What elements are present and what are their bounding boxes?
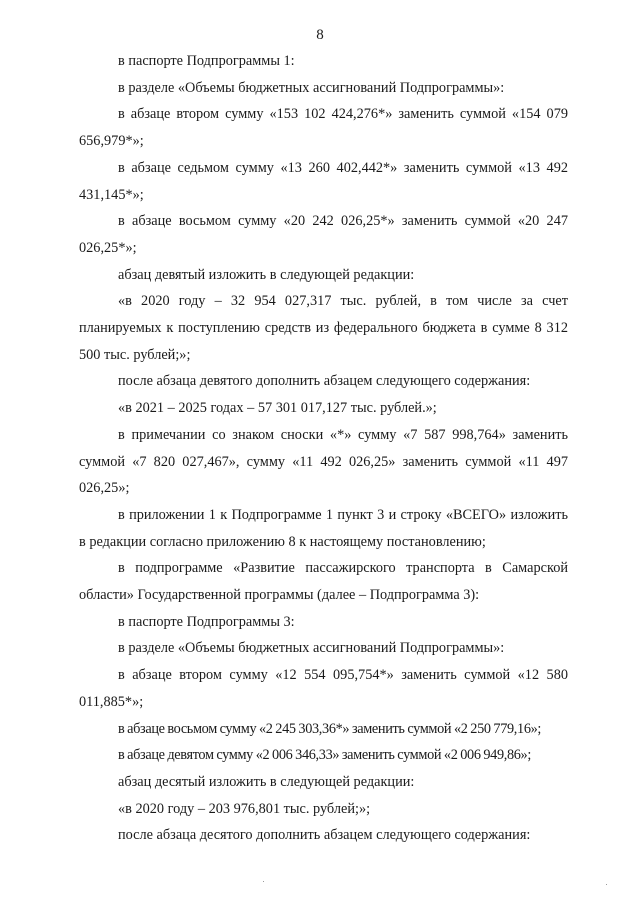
scan-speck-left bbox=[263, 881, 264, 882]
paragraph-subprogram-3-intro: в подпрограмме «Развитие пассажирского транспорта в Самарской области» Государственной программы (далее – Подпрограмма 3): bbox=[79, 560, 568, 604]
paragraph-second-abzac-sum-3: в абзаце втором сумму «12 554 095,754*» заменить суммой «12 580 011,885*»; bbox=[79, 667, 568, 710]
paragraph-passport-subprogram-1: в паспорте Подпрограммы 1: bbox=[118, 53, 295, 69]
paragraph-after-tenth: после абзаца десятого дополнить абзацем следующего содержания: bbox=[118, 827, 531, 844]
paragraph-section-budget-1: в разделе «Объемы бюджетных ассигнований Подпрограммы»: bbox=[118, 79, 505, 96]
paragraph-eighth-abzac-sum: в абзаце восьмом сумму «20 242 026,25*» заменить суммой «20 247 026,25*»; bbox=[79, 213, 568, 256]
paragraph-2021-2025-amount: «в 2021 – 2025 годах – 57 301 017,127 тыс. рублей.»; bbox=[118, 400, 437, 417]
paragraph-ninth-abzac-sum-3: в абзаце девятом сумму «2 006 346,33» заменить суммой «2 006 949,86»; bbox=[118, 747, 531, 764]
paragraph-appendix-1: в приложении 1 к Подпрограмме 1 пункт 3 и строку «ВСЕГО» изложить в редакции согласно приложению 8 к настоящему постановлению; bbox=[79, 506, 568, 550]
paragraph-second-abzac-sum: в абзаце втором сумму «153 102 424,276*» заменить суммой «154 079 656,979*»; bbox=[79, 106, 568, 150]
page-number: 8 bbox=[316, 27, 324, 43]
paragraph-section-budget-3: в разделе «Объемы бюджетных ассигнований Подпрограммы»: bbox=[118, 640, 505, 657]
paragraph-footnote-note: в примечании со знаком сноски «*» сумму «7 587 998,764» заменить суммой «7 820 027,467», сумму «11 492 026,25» заменить суммой «11 497 026,25»; bbox=[79, 426, 568, 497]
paragraph-passport-subprogram-3: в паспорте Подпрограммы 3: bbox=[118, 613, 295, 630]
paragraph-seventh-abzac-sum: в абзаце седьмом сумму «13 260 402,442*» заменить суммой «13 492 431,145*»; bbox=[79, 159, 568, 203]
paragraph-2020-amount: «в 2020 году – 32 954 027,317 тыс. рублей, в том числе за счет планируемых к поступлению средств из федерального бюджета в сумме 8 312 500 тыс. рублей;»; bbox=[79, 293, 568, 363]
paragraph-eighth-abzac-sum-3: в абзаце восьмом сумму «2 245 303,36*» заменить суммой «2 250 779,16»; bbox=[118, 720, 542, 737]
paragraph-after-ninth: после абзаца девятого дополнить абзацем следующего содержания: bbox=[118, 373, 531, 390]
paragraph-tenth-abzac-heading: абзац десятый изложить в следующей редакции: bbox=[118, 773, 415, 790]
paragraph-ninth-abzac-heading: абзац девятый изложить в следующей редакции: bbox=[118, 266, 415, 283]
scan-speck-right bbox=[606, 884, 607, 885]
paragraph-2020-amount-3: «в 2020 году – 203 976,801 тыс. рублей;»; bbox=[118, 800, 371, 817]
document-body bbox=[79, 48, 568, 849]
